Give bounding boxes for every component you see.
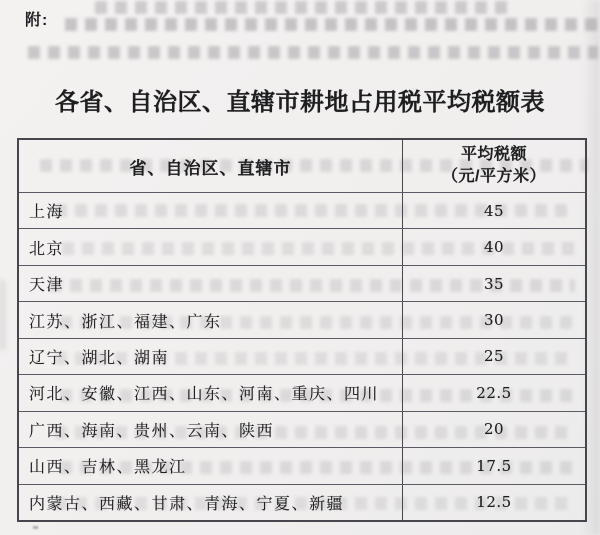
regions-cell: 河北、安徽、江西、山东、河南、重庆、四川 <box>19 375 403 410</box>
table-row <box>19 374 585 410</box>
regions-cell: 广西、海南、贵州、云南、陕西 <box>19 412 403 447</box>
amount-cell: 25 <box>483 347 505 366</box>
amount-cell: 40 <box>483 238 505 257</box>
regions-cell: 辽宁、湖北、湖南 <box>19 339 403 374</box>
amount-cell: 30 <box>483 311 505 330</box>
regions-cell: 内蒙古、西藏、甘肃、青海、宁夏、新疆 <box>19 485 403 520</box>
amount-cell: 45 <box>483 201 505 220</box>
column-header-amount-line2: （元/平方米） <box>442 168 546 185</box>
regions-cell: 上海 <box>19 193 403 228</box>
bleed-through-artifact <box>95 1 515 14</box>
amount-cell: 35 <box>483 274 505 293</box>
regions-cell: 山西、吉林、黑龙江 <box>19 448 403 483</box>
scan-speck <box>33 526 38 529</box>
table-row <box>19 301 585 337</box>
bleed-through-artifact <box>28 46 598 59</box>
table-row <box>19 484 585 520</box>
bleed-through-artifact <box>65 18 598 31</box>
table-row <box>19 338 585 374</box>
amount-cell: 22.5 <box>476 383 512 402</box>
table-row <box>19 411 585 447</box>
attachment-label: 附: <box>25 12 49 29</box>
table-row <box>19 265 585 301</box>
tax-rate-table <box>17 138 587 522</box>
regions-cell: 江苏、浙江、福建、广东 <box>19 302 403 337</box>
scan-edge-smudge <box>0 280 8 350</box>
table-header-row <box>19 140 585 192</box>
regions-cell: 北京 <box>19 229 403 264</box>
amount-cell: 20 <box>483 420 505 439</box>
table-row <box>19 192 585 228</box>
column-header-amount <box>403 140 585 192</box>
column-header-amount-line1: 平均税额 <box>460 146 527 164</box>
amount-cell: 17.5 <box>476 456 512 475</box>
page-title: 各省、自治区、直辖市耕地占用税平均税额表 <box>55 89 545 116</box>
amount-cell: 12.5 <box>476 493 512 512</box>
regions-cell: 天津 <box>19 266 403 301</box>
table-row <box>19 228 585 264</box>
column-header-regions: 省、自治区、直辖市 <box>19 140 403 192</box>
table-row <box>19 447 585 483</box>
